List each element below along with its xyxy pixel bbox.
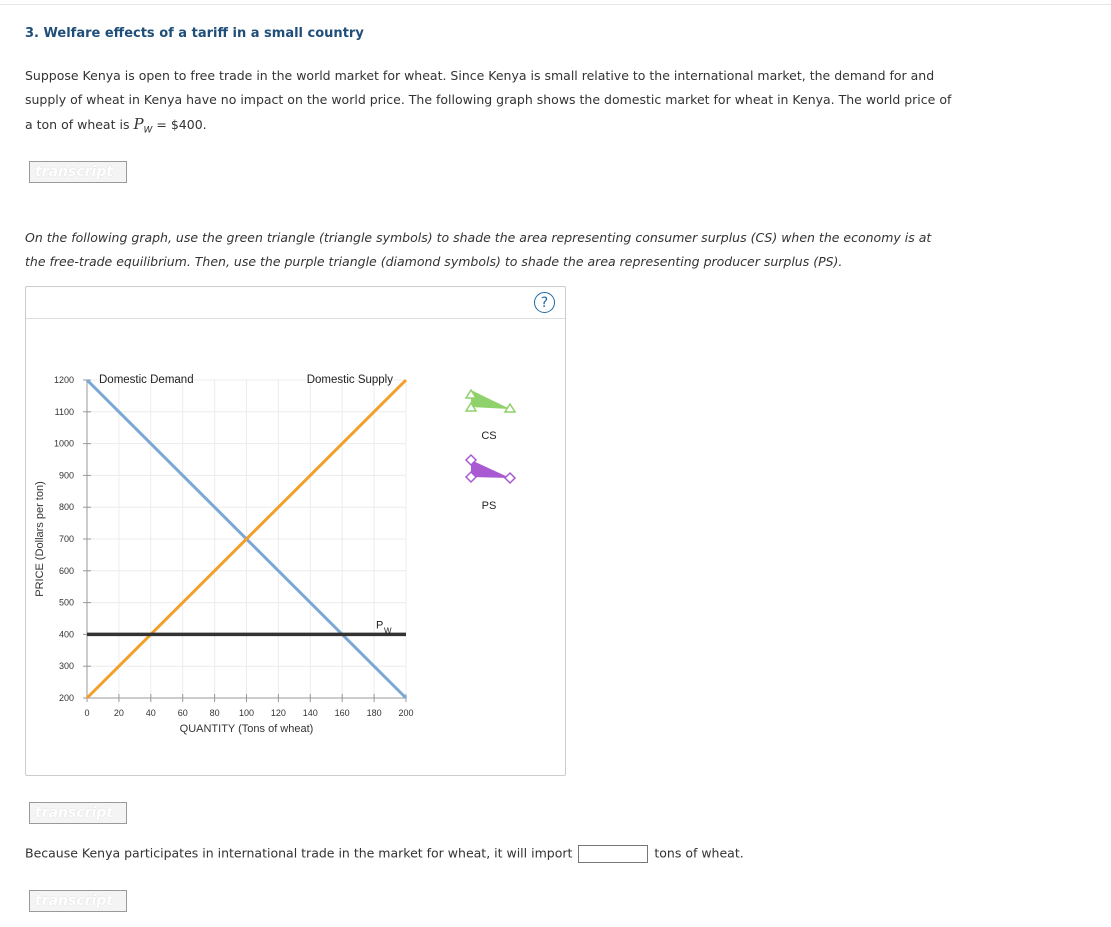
x-tick-label: 40 [145, 708, 156, 718]
x-tick-label: 180 [366, 708, 382, 718]
cs-label: CS [481, 430, 497, 442]
y-tick-label: 1200 [53, 375, 74, 385]
world-price-symbol: P [133, 115, 144, 133]
demand-label: Domestic Demand [99, 374, 194, 386]
y-tick-label: 800 [58, 502, 74, 513]
transcript-button-1[interactable]: transcript [29, 161, 127, 183]
y-tick-label: 500 [58, 597, 74, 608]
y-tick-label: 600 [58, 565, 74, 576]
import-quantity-input[interactable] [578, 845, 648, 863]
y-axis-title: PRICE (Dollars per ton) [34, 481, 46, 597]
x-tick-label: 100 [238, 708, 255, 718]
intro-text: Suppose Kenya is open to free trade in the world market for wheat. Since Kenya is small relative to the international market, the demand for and supply of wheat in Kenya have no impact on the world price. The following graph shows the domestic market for wheat in Kenya. The world price of a ton of wheat is [25, 68, 952, 132]
x-tick-label: 0 [84, 708, 90, 718]
y-tick-label: 300 [58, 661, 74, 672]
transcript-button-2[interactable]: transcript [29, 802, 127, 824]
y-tick-label: 1000 [53, 438, 74, 449]
y-tick-label: 200 [58, 693, 74, 703]
y-tick-label: 1100 [54, 406, 74, 417]
graph-panel [25, 286, 566, 776]
panel-divider [26, 318, 565, 319]
world-price-subscript: W [143, 125, 153, 136]
x-tick-label: 20 [113, 708, 124, 718]
world-price-label: P [376, 619, 384, 632]
x-tick-label: 140 [302, 708, 318, 718]
x-tick-label: 160 [334, 708, 350, 718]
x-axis-title: QUANTITY (Tons of wheat) [179, 723, 314, 735]
y-tick-label: 700 [58, 534, 74, 544]
x-tick-label: 60 [177, 708, 188, 718]
x-tick-label: 80 [209, 708, 220, 718]
question-intro [25, 64, 955, 143]
answer-suffix: tons of wheat. [654, 845, 744, 861]
y-tick-label: 400 [58, 629, 74, 640]
ps-diamond-tool[interactable] [466, 455, 515, 483]
supply-demand-chart[interactable] [26, 320, 565, 776]
x-tick-label: 120 [270, 708, 286, 718]
answer-prefix: Because Kenya participates in international trade in the market for wheat, it will import [25, 845, 573, 861]
world-price-value: = $400. [152, 117, 207, 132]
graph-instructions: On the following graph, use the green triangle (triangle symbols) to shade the area representing consumer surplus (CS) when the economy is at the free-trade equilibrium. Then, use the purple triangle (diamond symbols) to shade the area representing producer surplus (PS). [25, 230, 932, 269]
transcript-button-3[interactable]: transcript [29, 890, 127, 912]
y-tick-label: 900 [58, 470, 74, 481]
ps-label: PS [481, 500, 497, 512]
top-divider [0, 4, 1111, 5]
answer-line [25, 842, 744, 864]
question-title: 3. Welfare effects of a tariff in a small country [25, 26, 364, 41]
cs-triangle-tool[interactable] [466, 390, 515, 412]
x-tick-label: 200 [398, 708, 414, 718]
help-button[interactable]: ? [534, 292, 555, 313]
supply-label: Domestic Supply [306, 374, 393, 386]
world-price-label-sub: W [384, 626, 392, 636]
